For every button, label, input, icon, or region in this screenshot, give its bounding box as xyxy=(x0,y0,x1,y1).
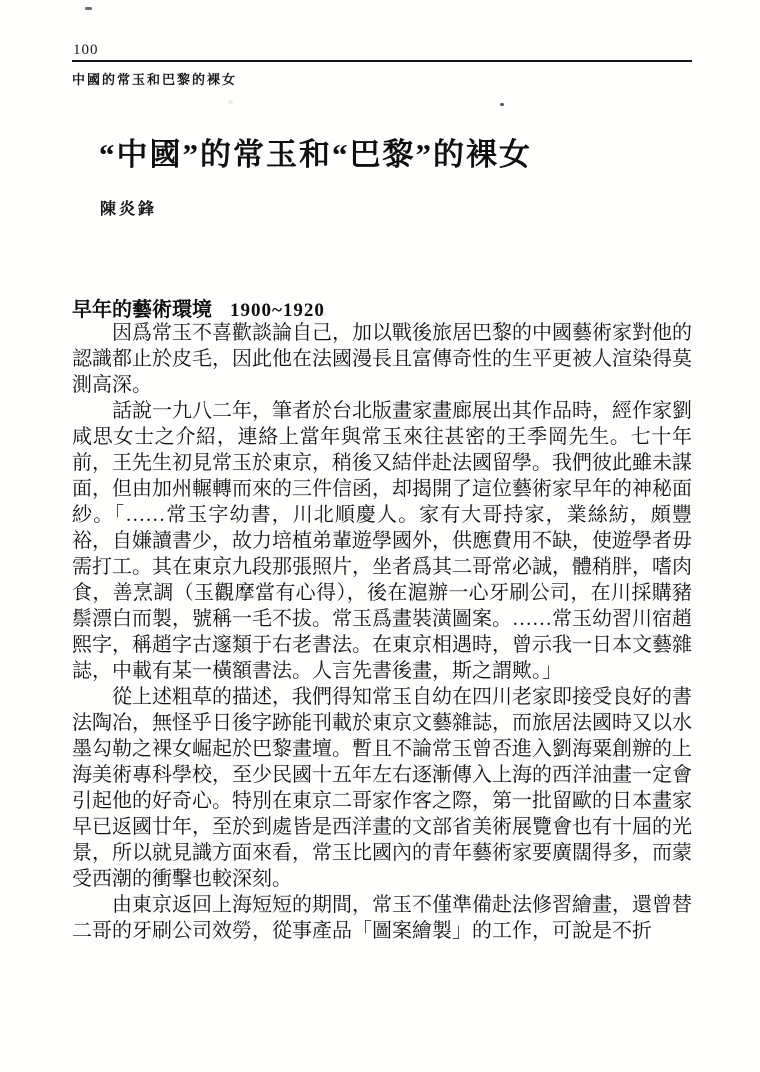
paragraph: 從上述粗草的描述，我們得知常玉自幼在四川老家即接受良好的書法陶冶，無怪乎日後字跡能刊載於東京文藝雜誌，而旅居法國時又以水墨勾勒之裸女崛起於巴黎畫壇。暫且不論常玉曾否進入劉海粟創辦的上海美術專科學校，至少民國十五年左右逐漸傳入上海的西洋油畫一定會引起他的好奇心。特別在東京二哥家作客之際，第一批留歐的日本畫家早已返國廿年，至於到處皆是西洋畫的文部省美術展覽會也有十屆的光景，所以就見識方面來看，常玉比國內的青年藝術家要廣闊得多，而蒙受西潮的衝擊也較深刻。 xyxy=(72,686,692,890)
running-header: 中國的常玉和巴黎的裸女 xyxy=(72,72,238,87)
section-heading-label: 早年的藝術環境 xyxy=(72,299,212,321)
scan-artifact xyxy=(500,103,504,106)
article-author: 陳炎鋒 xyxy=(100,201,158,218)
section-heading xyxy=(72,293,325,322)
scan-artifact xyxy=(228,100,233,104)
paragraph: 話說一九八二年，筆者於台北版畫家畫廊展出其作品時，經作家劉咸思女士之介紹，連絡上當年與常玉來往甚密的王季岡先生。七十年前，王先生初見常玉於東京，稍後又結伴赴法國留學。我們彼此雖未謀面，但由加州輾轉而來的三件信函，却揭開了這位藝術家早年的神秘面紗。「……常玉字幼書，川北順慶人。家有大哥持家，業絲紡，頗豐裕，自嫌讀書少，故力培植弟輩遊學國外，供應費用不缺，使遊學者毋需打工。其在東京九段那張照片，坐者爲其二哥常必誠，體稍胖，嗜肉食，善烹調（玉觀摩當有心得），後在滬辦一心牙刷公司，在川採購豬鬃漂白而製，號稱一毛不拔。常玉爲畫裝潢圖案。……常玉幼習川宿趙熙字，稱趙字古邃類于右老書法。在東京相遇時，曾示我一日本文藝雜誌，中載有某一橫額書法。人言先書後畫，斯之謂歟。」 xyxy=(72,400,692,682)
article-body xyxy=(72,320,692,944)
paragraph: 由東京返回上海短短的期間，常玉不僅準備赴法修習繪畫，還曾替二哥的牙刷公司效勞，從事產品「圖案繪製」的工作，可說是不折 xyxy=(72,894,692,942)
paragraph: 因爲常玉不喜歡談論自己，加以戰後旅居巴黎的中國藝術家對他的認識都止於皮毛，因此他在法國漫長且富傳奇性的生平更被人渲染得莫測高深。 xyxy=(72,322,692,396)
scan-artifact xyxy=(85,7,92,10)
page-number: 100 xyxy=(73,42,99,58)
header-divider xyxy=(72,60,692,62)
section-heading-years: 1900~1920 xyxy=(230,300,325,321)
article-title: “中國”的常玉和“巴黎”的裸女 xyxy=(99,137,532,172)
